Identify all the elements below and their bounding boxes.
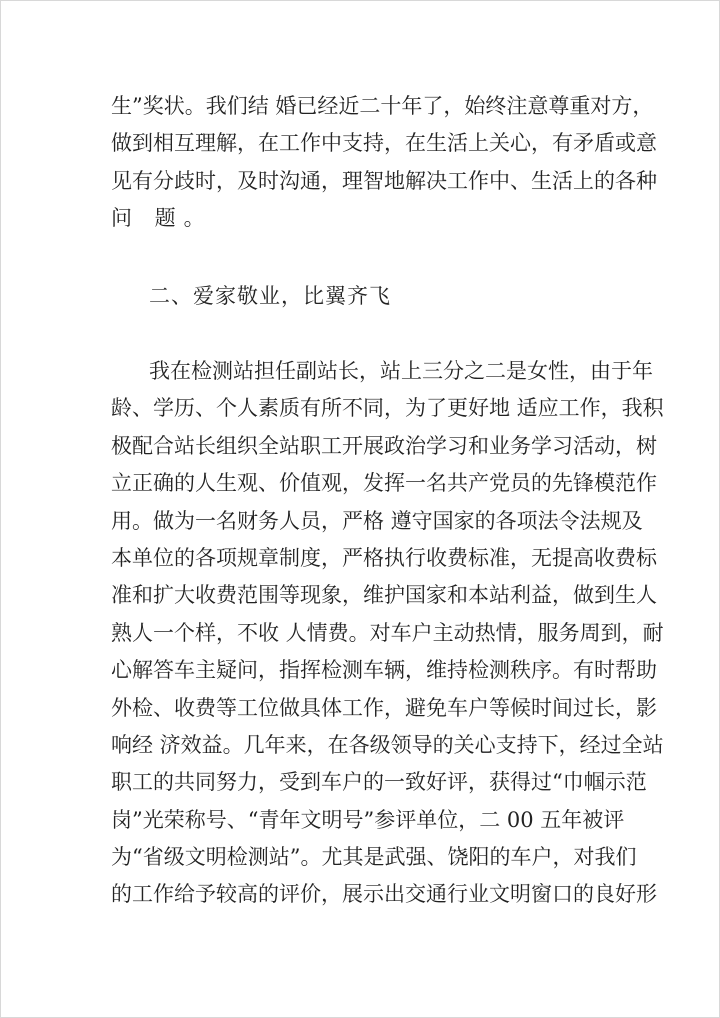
text-line: 熟人一个样，不收 人情费。对车户主动热情，服务周到，耐 <box>111 620 664 645</box>
text-line: 龄、学历、个人素质有所不同，为了更好地 适应工作，我积 <box>111 396 664 421</box>
text-line: 心解答车主疑问，指挥检测车辆，维持检测秩序。有时帮助 <box>111 658 657 683</box>
text-line: 响经 济效益。几年来，在各级领导的关心支持下，经过全站 <box>111 732 664 757</box>
paragraph-marriage <box>111 88 657 238</box>
section-heading: 二、爱家敬业，比翼齐飞 <box>149 284 391 308</box>
text-line: 的工作给予较高的评价，展示出交通行业文明窗口的良好形 <box>111 882 657 907</box>
text-line: 本单位的各项规章制度，严格执行收费标准，无提高收费标 <box>111 545 657 570</box>
text-line: 生”奖状。我们结 婚已经近二十年了，始终注意尊重对方， <box>111 94 654 118</box>
text-line: 为“省级文明检测站”。尤其是武强、饶阳的车户，对我们 <box>111 845 637 870</box>
text-line: 问 题。 <box>111 206 213 231</box>
text-line: 我在检测站担任副站长，站上三分之二是女性，由于年 <box>149 359 653 383</box>
text-line: 见有分歧时，及时沟通，理智地解决工作中、生活上的各种 <box>111 168 657 193</box>
text-line: 立正确的人生观、价值观，发挥一名共产党员的先锋模范作 <box>111 471 657 496</box>
text-line: 极配合站长组织全站职工开展政治学习和业务学习活动，树 <box>111 433 657 458</box>
text-line: 做到相互理解，在工作中支持，在生活上关心，有矛盾或意 <box>111 131 657 156</box>
text-line: 外检、收费等工位做具体工作，避免车户等候时间过长，影 <box>111 695 657 720</box>
text-line: 准和扩大收费范围等现象，维护国家和本站利益，做到生人 <box>111 583 657 608</box>
paragraph-work <box>111 353 664 914</box>
text-line: 职工的共同努力，受到车户的一致好评，获得过“巾帼示范 <box>111 770 647 795</box>
text-line: 岗”光荣称号、“青年文明号”参评单位，二 00 五年被评 <box>111 807 625 832</box>
text-line: 用。做为一名财务人员，严格 遵守国家的各项法令法规及 <box>111 508 643 533</box>
